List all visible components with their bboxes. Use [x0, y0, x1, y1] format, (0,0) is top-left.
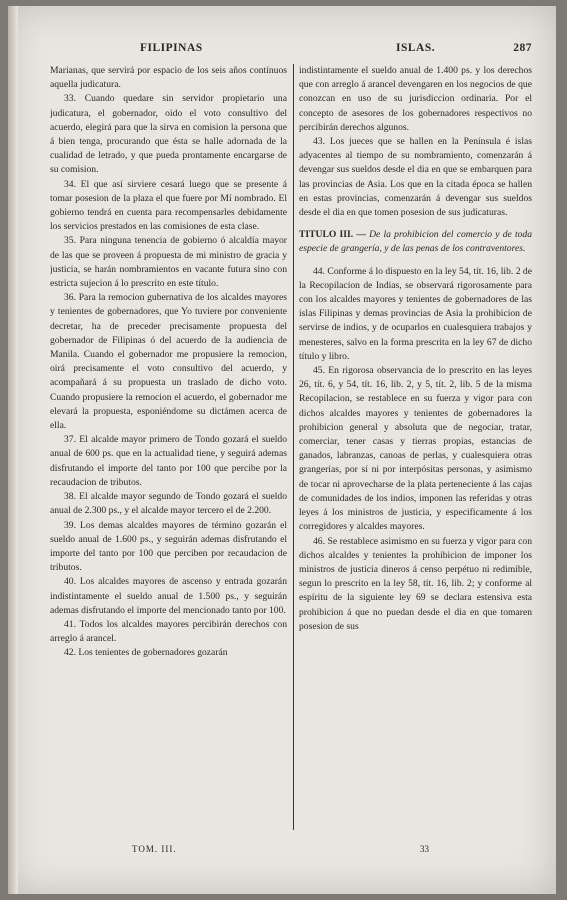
article-39: 39. Los demas alcaldes mayores de término gozarán el sueldo anual de 1.600 ps., y seguirán ademas disfrutando el importe del tanto por 100 que perciben por recaudacion de tributos.	[50, 519, 287, 574]
article-34: 34. El que así sirviere cesará luego que se presente á tomar posesion de la plaza el que fuere por Mí nombrado. El gobierno tendrá en cuenta para recompensarles debidamente los servicios prestados en las comisiones de esta clase.	[50, 178, 287, 233]
signature-mark: 33	[420, 844, 429, 854]
article-40: 40. Los alcaldes mayores de ascenso y entrada gozarán indistintamente el sueldo anual de 1.500 ps., y seguirán ademas disfrutando el importe del mencionado tanto por 100.	[50, 576, 287, 616]
running-title-left: FILIPINAS	[140, 42, 203, 54]
article-37: 37. El alcalde mayor primero de Tondo gozará el sueldo anual de 600 ps. que en la actualidad tiene, y seguirá ademas disfrutando el importe del tanto por 100 que percibe por la recaudacion de tributos.	[50, 434, 287, 488]
article-45: 45. En rigorosa observancia de lo prescrito en las leyes 26, tít. 6, y 54, tít. 16, lib. 2, y 5, tít. 2, lib. 5 de la misma Recopilacion, se restablece en su fuerza y vigor para con dichos alcaldes mayores y tenientes de gobernadores la prohibicion general y absoluta que de negociar, tratar, comerciar, tener casas y tierras propias, estancias de ganados, labranzas, canoas de perlas, y cualesquiera otras grangerías, por sí ni por interpósitas personas, y asimismo de tocar ni aprovecharse de la plata perteneciente á las cajas de comunidades de los indios, imponen las referidas y otras leyes á los ministros de justicia, y especificamente á los corregidores y alcaldes mayores.	[299, 365, 532, 533]
volume-label: TOM. III.	[132, 844, 177, 854]
section-heading-text: De la prohibicion del comercio y de toda especie de grangería, y de las penas de los contraventores.	[299, 229, 532, 255]
article-38: 38. El alcalde mayor segundo de Tondo gozará el sueldo anual de 2.300 ps., y el alcalde mayor tercero el de 2.200.	[50, 491, 287, 517]
article-41: 41. Todos los alcaldes mayores percibirán derechos con arreglo á arancel.	[50, 618, 287, 645]
section-heading-label: TITULO III. —	[299, 229, 366, 241]
paragraph: indistintamente el sueldo anual de 1.400 ps. y los derechos que con arreglo á arancel devengaren en los negocios de que conozcan en uso de su jurisdiccion ordinaria. Por el concepto de asesores de los gobernadores respectivos no percibirán derechos algunos.	[299, 65, 532, 133]
running-header	[48, 42, 532, 58]
article-35: 35. Para ninguna tenencia de gobierno ó alcaldía mayor de las que se proveen á propuesta de mi ministro de gracia y justicia, se harán nombramientos en vacante futura sino con estricta sujecion á lo prescrito en este título.	[50, 235, 287, 290]
article-43: 43. Los jueces que se hallen en la Península é islas adyacentes al tiempo de su nombramiento, comenzarán á devengar sus sueldos desde el dia en que se embarquen para las provincias de Asia. Los que en la citada época se hallen en estas provincias, comenzarán á devengar sus sueldos desde el dia en que tomen posesion de sus judicaturas.	[299, 136, 532, 219]
article-33: 33. Cuando quedare sin servidor propietario una judicatura, el gobernador, oido el voto consultivo del acuerdo, elegirá para que la sirva en comision la persona que á bien tenga, procurando que ésta se halle adornada de la cualidad de letrado, y que pueda prontamente encargarse de su comision.	[50, 93, 287, 176]
running-title-right: ISLAS.	[396, 42, 436, 54]
article-42: 42. Los tenientes de gobernadores gozarán	[64, 647, 228, 659]
article-36: 36. Para la remocion gubernativa de los alcaldes mayores y tenientes de gobernadores, que Yo tuviere por conveniente decretar, ha de preceder precisamente propuesta del gobernador de Filipinas ó del acuerdo de la audiencia de Manila. Cuando el gobernador me propusiere la remocion, oirá precisamente el voto consultivo del acuerdo, y acompañará á su propuesta un traslado de dicho voto. Cuando propusiere la remocion el acuerdo, el gobernador me elevará la propuesta, esponiéndome su dictámen acerca de ella.	[50, 292, 287, 432]
article-46: 46. Se restablece asimismo en su fuerza y vigor para con dichos alcaldes y tenientes la prohibicion de imponer los ministros de justicia dineros á censo perpétuo ni redimible, segun lo prescrito en la ley 58, tít. 16, lib. 2; y conforme al espíritu de la siguiente ley 69 se declara estensiva esta prohibicion á que no puedan desde el dia en que tomaren posesion de sus	[299, 535, 532, 632]
section-heading	[299, 228, 532, 256]
paragraph: Marianas, que servirá por espacio de los seis años contínuos aquella judicatura.	[50, 65, 287, 91]
article-44: 44. Conforme á lo dispuesto en la ley 54, tít. 16, lib. 2 de la Recopilacion de Indias, se observará rigorosamente para con los alcaldes mayores y tenientes de gobernadores de las islas Filipinas y demas provincias de Asia la prohibicion de servirse de indios, y de ocuparlos en cualesquiera trabajos y menesteres, salvo en la forma prescrita en la ley 67 de dicho título y libro.	[299, 265, 532, 362]
page-gutter-shadow	[8, 6, 18, 894]
page-footer	[48, 844, 532, 858]
page-number: 287	[513, 42, 532, 54]
column-rule	[293, 64, 294, 830]
book-page	[8, 6, 556, 894]
right-text-column	[299, 64, 532, 840]
left-text-column	[50, 64, 287, 840]
